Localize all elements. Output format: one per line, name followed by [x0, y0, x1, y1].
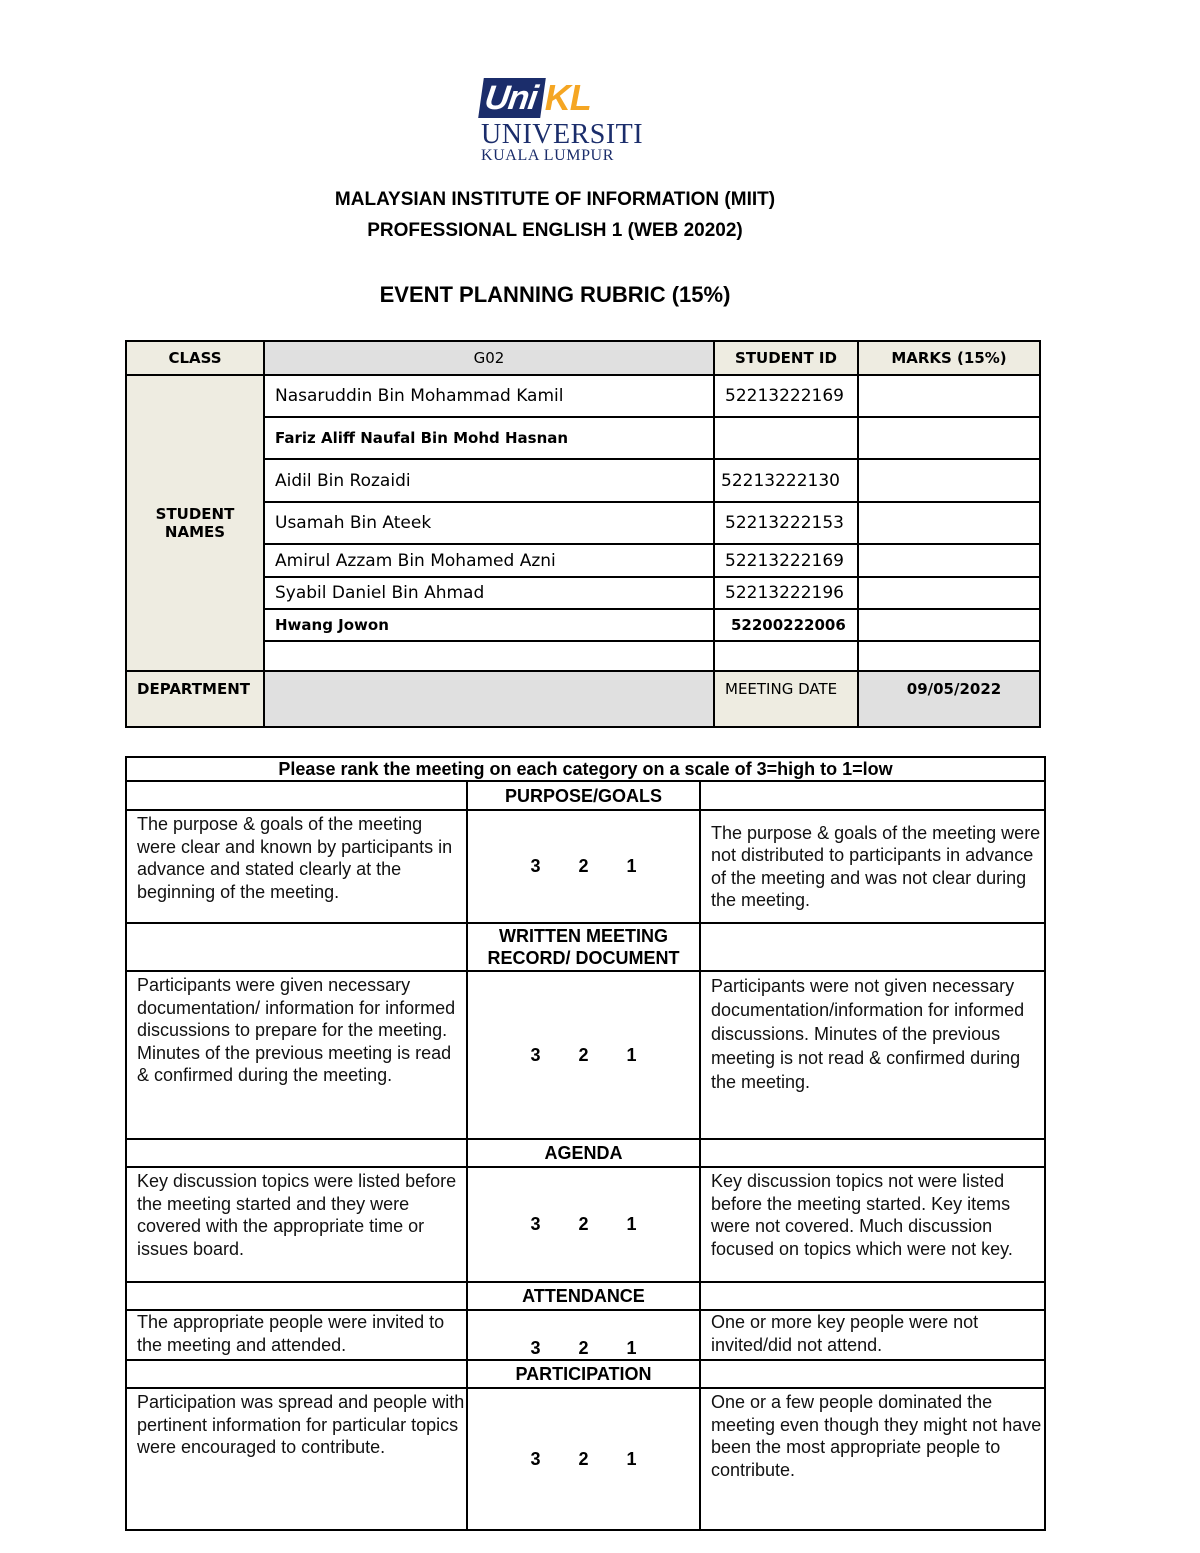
score-options: [467, 1388, 700, 1530]
low-description: One or a few people dominated the meeting even though they might not have been the most appropriate people to contribute.: [700, 1388, 1045, 1530]
student-name: Aidil Bin Rozaidi: [264, 459, 714, 502]
logo-kuala-lumpur-text: KUALA LUMPUR: [481, 147, 614, 164]
student-id-label: STUDENT ID: [714, 341, 858, 375]
category-header: WRITTEN MEETING RECORD/ DOCUMENT: [467, 923, 700, 971]
score-3[interactable]: 3: [530, 1448, 541, 1469]
class-value: G02: [264, 341, 714, 375]
blank-cell: [700, 1282, 1045, 1310]
student-name: Nasaruddin Bin Mohammad Kamil: [264, 375, 714, 417]
unikl-logo: [481, 76, 644, 168]
category-header: PURPOSE/GOALS: [467, 781, 700, 810]
student-id: [714, 641, 858, 671]
blank-cell: [700, 1360, 1045, 1388]
score-2[interactable]: 2: [578, 1448, 589, 1469]
high-description: Participation was spread and people with pertinent information for particular topics were encouraged to contribute.: [126, 1388, 467, 1530]
rubric-instruction: Please rank the meeting on each category on a scale of 3=high to 1=low: [126, 757, 1045, 781]
student-marks: [858, 417, 1040, 459]
low-description: One or more key people were not invited/did not attend.: [700, 1310, 1045, 1360]
meeting-date-label: MEETING DATE: [714, 671, 858, 727]
high-description: Participants were given necessary documentation/ information for informed discussions to prepare for the meeting. Minutes of the previous meeting is read & confirmed during the meeting.: [126, 971, 467, 1139]
category-header: ATTENDANCE: [467, 1282, 700, 1310]
blank-cell: [700, 923, 1045, 971]
blank-cell: [126, 923, 467, 971]
score-3[interactable]: 3: [530, 1337, 541, 1358]
student-marks: [858, 577, 1040, 609]
student-id: 52213222153: [714, 502, 858, 544]
student-name: Amirul Azzam Bin Mohamed Azni: [264, 544, 714, 577]
rubric-table: [125, 756, 1046, 1531]
student-id: 52200222006: [714, 609, 858, 641]
score-3[interactable]: 3: [530, 1214, 541, 1235]
score-1[interactable]: 1: [626, 1214, 637, 1235]
student-marks: [858, 459, 1040, 502]
student-marks: [858, 544, 1040, 577]
department-label: DEPARTMENT: [126, 671, 264, 727]
score-options: [467, 971, 700, 1139]
student-info-table: [125, 340, 1041, 728]
score-1[interactable]: 1: [626, 1337, 637, 1358]
student-marks: [858, 502, 1040, 544]
score-1[interactable]: 1: [626, 1044, 637, 1065]
score-1[interactable]: 1: [626, 856, 637, 877]
score-2[interactable]: 2: [578, 1214, 589, 1235]
high-description: Key discussion topics were listed before the meeting started and they were covered with the appropriate time or issues board.: [126, 1167, 467, 1282]
student-marks: [858, 641, 1040, 671]
blank-cell: [700, 781, 1045, 810]
blank-cell: [126, 1139, 467, 1167]
course-heading: PROFESSIONAL ENGLISH 1 (WEB 20202): [367, 220, 743, 241]
low-description: Participants were not given necessary documentation/information for informed discussions. Minutes of the previous meeting is not read & confirmed during the meeting.: [700, 971, 1045, 1139]
meeting-date-value: 09/05/2022: [858, 671, 1040, 727]
category-header: PARTICIPATION: [467, 1360, 700, 1388]
student-name: [264, 641, 714, 671]
high-description: The purpose & goals of the meeting were clear and known by participants in advance and stated clearly at the beginning of the meeting.: [126, 810, 467, 923]
student-id: 52213222169: [714, 375, 858, 417]
blank-cell: [126, 781, 467, 810]
score-2[interactable]: 2: [578, 856, 589, 877]
score-options: [467, 1167, 700, 1282]
category-header: AGENDA: [467, 1139, 700, 1167]
student-name: Syabil Daniel Bin Ahmad: [264, 577, 714, 609]
student-id: 52213222169: [714, 544, 858, 577]
logo-universiti-text: UNIVERSITI: [481, 119, 644, 150]
score-options: [467, 810, 700, 923]
low-description: The purpose & goals of the meeting were not distributed to participants in advance of the meeting and was not clear during the meeting.: [700, 810, 1045, 923]
score-2[interactable]: 2: [578, 1044, 589, 1065]
rubric-title: EVENT PLANNING RUBRIC (15%): [379, 282, 731, 307]
logo-uni-text: Uni: [478, 78, 545, 118]
student-id: 52213222130: [714, 459, 858, 502]
high-description: The appropriate people were invited to the meeting and attended.: [126, 1310, 467, 1360]
score-3[interactable]: 3: [530, 856, 541, 877]
student-marks: [858, 375, 1040, 417]
blank-cell: [126, 1360, 467, 1388]
student-id: [714, 417, 858, 459]
student-marks: [858, 609, 1040, 641]
student-name: Usamah Bin Ateek: [264, 502, 714, 544]
marks-label: MARKS (15%): [858, 341, 1040, 375]
student-names-label: [126, 375, 264, 671]
student-name: Fariz Aliff Naufal Bin Mohd Hasnan: [264, 417, 714, 459]
blank-cell: [126, 1282, 467, 1310]
logo-kl-text: KL: [544, 77, 591, 118]
student-name: Hwang Jowon: [264, 609, 714, 641]
institute-heading: MALAYSIAN INSTITUTE OF INFORMATION (MIIT): [334, 189, 776, 210]
score-2[interactable]: 2: [578, 1337, 589, 1358]
low-description: Key discussion topics not were listed before the meeting started. Key items were not covered. Much discussion focused on topics which were not key.: [700, 1167, 1045, 1282]
student-names-label-text: STUDENT NAMES: [155, 505, 235, 541]
score-options: [467, 1310, 700, 1360]
score-3[interactable]: 3: [530, 1044, 541, 1065]
student-id: 52213222196: [714, 577, 858, 609]
department-value: [264, 671, 714, 727]
score-1[interactable]: 1: [626, 1448, 637, 1469]
class-label: CLASS: [126, 341, 264, 375]
blank-cell: [700, 1139, 1045, 1167]
